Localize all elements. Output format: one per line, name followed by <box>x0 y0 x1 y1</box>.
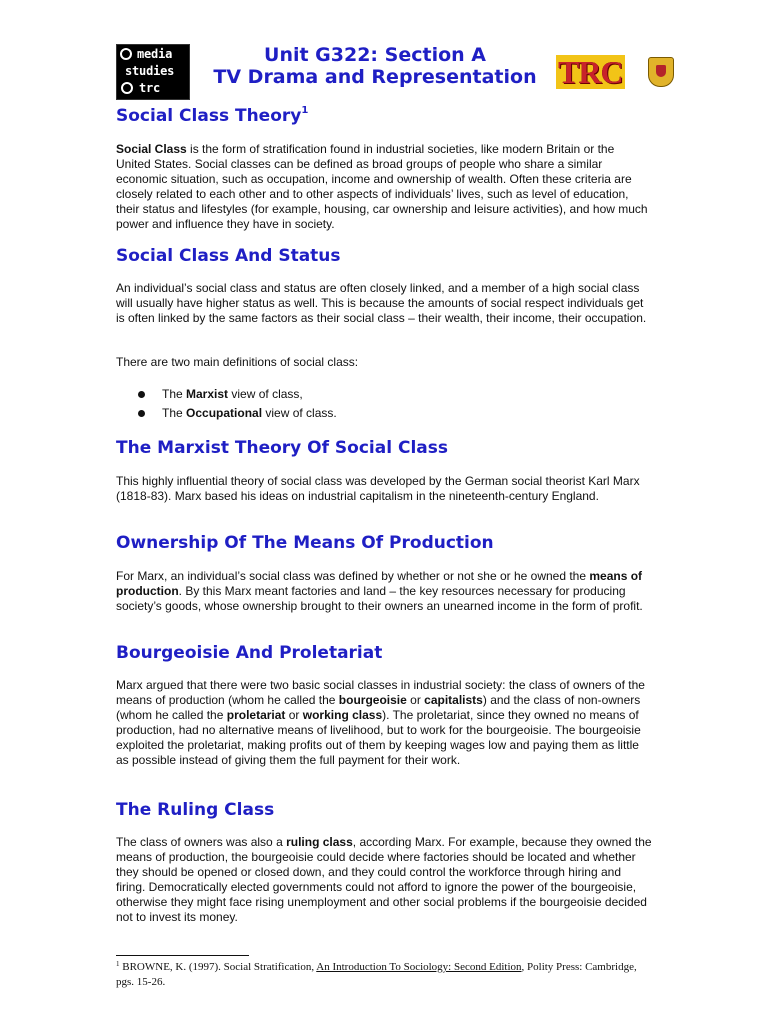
list-item: The Occupational view of class. <box>116 406 636 425</box>
section-heading: Social Class And Status <box>116 246 341 266</box>
footnote-marker: 1 <box>301 105 309 116</box>
footnote: $^1$ BROWNE, K. (1997). Social Stratification, An Introduction To Sociology: Second Edition, Polity Press: Cambridge, pgs. 15-26. <box>116 960 637 988</box>
paragraph: An individual’s social class and status are often closely linked, and a member of a high social class will usually have higher status as well. This is because the amounts of social respect individuals get is often linked by the same factors as their social class – their wealth, their income, their occupation. <box>116 281 647 325</box>
footnote-divider <box>116 955 249 956</box>
trc-logo-text: TRC <box>558 54 623 90</box>
section-heading: Social Class Theory$^1$ <box>116 105 309 126</box>
section-heading: The Ruling Class <box>116 800 275 820</box>
document-title <box>210 44 540 88</box>
bullet-icon <box>138 410 145 417</box>
logo-word: studies <box>125 64 175 78</box>
bullet-icon <box>138 391 145 398</box>
trc-logo <box>556 55 674 89</box>
list-item: The Marxist view of class, <box>116 387 636 406</box>
crest-icon <box>648 57 674 87</box>
title-line-1: Unit G322: Section A <box>264 44 486 66</box>
footnote-marker: 1 <box>116 960 120 968</box>
citation-title: An Introduction To Sociology: Second Edition <box>316 961 522 973</box>
paragraph: The class of owners was also a ruling class, according Marx. For example, because they owned the means of production, the bourgeoisie could decide where factories should be located and whether they should be opened or closed down, and they could control the workforce through hiring and firing. Democratically elected governments could not afford to ignore the power of the bourgeoisie, otherwise they might face rising unemployment and other social problems if the bourgeoisie decided not to invest its money. <box>116 835 652 924</box>
media-studies-logo <box>116 44 190 100</box>
paragraph: Marx argued that there were two basic social classes in industrial society: the class of owners of the means of production (whom he called the bourgeoisie or capitalists) and the class of non-owners (whom he called the proletariat or working class). The proletariat, since they owned no means of production, had no alternative means of livelihood, but to work for the bourgeoisie. The bourgeoisie exploited the proletariat, making profits out of them by keeping wages low and paying them as little as possible instead of giving them the full payment for their work. <box>116 678 645 767</box>
logo-word: trc <box>139 81 161 95</box>
logo-ring-icon <box>120 48 132 60</box>
paragraph: There are two main definitions of social class: <box>116 355 359 369</box>
paragraph: This highly influential theory of social class was developed by the German social theorist Karl Marx (1818-83). Marx based his ideas on industrial capitalism in the nineteenth-century England. <box>116 474 640 503</box>
section-heading: Ownership Of The Means Of Production <box>116 533 494 553</box>
paragraph: For Marx, an individual’s social class was defined by whether or not she or he owned the means of production. By this Marx meant factories and land – the key resources necessary for producing society’s goods, whose ownership brought to their owners an unearned income in the form of profit. <box>116 569 643 613</box>
paragraph: Social Class is the form of stratification found in industrial societies, like modern Britain or the United States. Social classes can be defined as broad groups of people who share a similar economic situation, such as occupation, income and ownership of wealth. Often these criteria are closely related to each other and to other aspects of individuals’ lives, such as level of education, their status and lifestyles (for example, housing, car ownership and leisure activities), and how much power and influence they have in society. <box>116 142 648 231</box>
bullet-list <box>116 387 636 425</box>
logo-ring-icon <box>121 82 133 94</box>
section-heading: Bourgeoisie And Proletariat <box>116 643 383 663</box>
section-heading: The Marxist Theory Of Social Class <box>116 438 448 458</box>
title-line-2: TV Drama and Representation <box>213 66 537 88</box>
logo-word: media <box>137 47 173 61</box>
